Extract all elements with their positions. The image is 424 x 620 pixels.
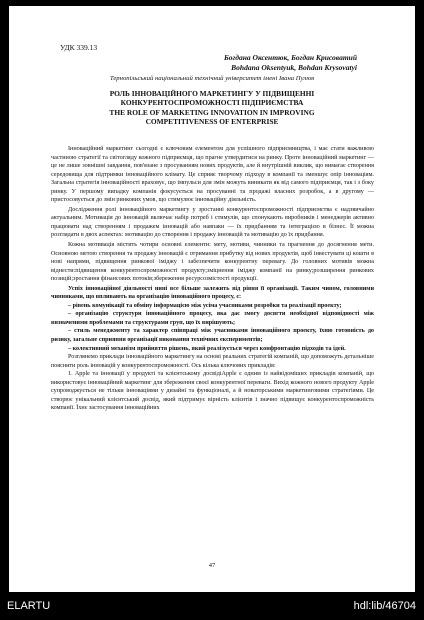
list-item-4: – колективний механізм прийняття рішень, який реалізується через конфронтацію підходів та ідей.	[68, 345, 346, 352]
footer-bar	[0, 600, 424, 614]
list-item-2: – організацію структури інноваційного процесу, яка дає змогу досягти необхідної відповідності між визначеними проблемами та структурами груп, що їх вирішують;	[51, 311, 374, 326]
article-body	[51, 145, 374, 413]
title-ua-line-1: РОЛЬ ІННОВАЦІЙНОГО МАРКЕТИНГУ У ПІДВИЩЕННІ	[109, 89, 315, 98]
title-en-line-2: COMPETITIVENESS OF ENTERPRISE	[145, 117, 279, 127]
author-block	[224, 53, 357, 72]
paragraph-5: Розглянемо приклади інноваційного маркетингу на основі реальних стратегій компаній, що допоможуть детальніше пояснити роль інновацій у конкурентоспроможності. Ось кілька ключових прикладів:	[51, 354, 374, 369]
repository-name: ELARTU	[7, 600, 51, 612]
page-number: 47	[208, 562, 216, 569]
title-ua-line-2: КОНКУРЕНТОСПРОМОЖНОСТІ ПІДПРИЄМСТВА	[120, 98, 304, 108]
paragraph-3: Кожна мотивація містить чотири основні елементи: мету, мотиви, чинники та прагнення до досягнення мети. Основною метою створення та продажу інновацій є отримання прибутку від нових продуктів, щоб інвестувати ці кошти в нові напрями, підвищення ринкової іміджу і забезпечити конкурентну перевагу. До головних мотивів можна віднести:підвищення конкурентоспроможності продукту;зміцнення іміджу компанії на ринку;розширення ринкових позицій;зростання фінансових потоків;збереження ресурсозмістості продукції.	[51, 242, 374, 283]
paragraph-4: Успіх інноваційної діяльності нині все більше залежить від рівня її організації. Таким чином, головними чинниками, що впливають на організацію інноваційного процесу, є:	[51, 285, 374, 301]
document-page	[9, 6, 415, 592]
udc-code: УДК 339.13	[60, 43, 98, 52]
list-item-3: – стиль менеджменту та характер співпраці між учасниками інноваційного проекту, їхню готовність до ризику, загальне сприяння організації виконання технічних експериментів;	[51, 328, 374, 344]
affiliation: Тернопільський національний технічний університет імені Івана Пулюя	[109, 75, 315, 82]
title-en-line-1: THE ROLE OF MARKETING INNOVATION IN IMPROVING	[109, 107, 315, 117]
handle-identifier: hdl:lib/46704	[353, 600, 416, 612]
paragraph-6: 1. Apple та інновації у продукті та клієнтському досвідіApple є одним із найвідоміших прикладів компаній, що використовує інноваційний маркетинг для збереження своєї конкурентної переваги. Вихід кожного нового продукту Apple супроводжується не тільки інноваціями у дизайні та функціоналі, а й новаторськими маркетинговими стратегіями. Це створює унікальний клієнтський досвід, який підтримує вірність клієнтів і значно підвищує конкурентоспроможність компанії. Їхнє застосування інноваційних	[51, 371, 374, 412]
list-item-1: – рівень комунікації та обміну інформацією між усіма учасниками розробки та реалізації проекту;	[68, 302, 342, 309]
paper-title	[49, 89, 375, 127]
paragraph-1: Інноваційний маркетинг сьогодні є ключовим елементом для успішного підприємництва, і має стати важливою частиною стратегії та світогляду кожного підприємця, що прагне утвердитися на ринку. Проте інноваційний маркетинг — це не лише зовнішні завдання, пов'язане з просуванням нових продуктів, але й внутрішній виклик, що вимагає створення середовища для підтримки інноваційного клімату. Це сприяє творчому підходу в компанії та зменшує опір інноваціям. Загальна стратегія інноваційності враховує, що імпульси для змін можуть виникати як від самого підприємця, так і з боку ринку. У першому випадку компанія фокусується на просуванні та продажі власних розробок, а в другому — пристосовується до змін ринкових умов, що стимулює інноваційну діяльність.	[51, 146, 374, 204]
authors-english: Bohdana Oksentyuk, Bohdan Krysovatyi	[231, 62, 357, 72]
paragraph-2: Дослідження ролі інноваційного маркетингу у зростанні конкурентоспроможності підприємства є надзвичайно актуальним. Мотивація до інновацій включає набір потреб і стимулів, що спонукають виробників і менеджерів активно працювати над створенням і продажем інновацій або навпаки — їх придбанням та інтеграцією в бізнес. Її можна розглядати в двох аспектах: мотивацію до створення і продажу інновацій та мотивацію до їх придбання.	[51, 206, 374, 239]
authors-ukrainian: Богдана Оксентюк, Богдан Крисоватий	[224, 53, 357, 62]
